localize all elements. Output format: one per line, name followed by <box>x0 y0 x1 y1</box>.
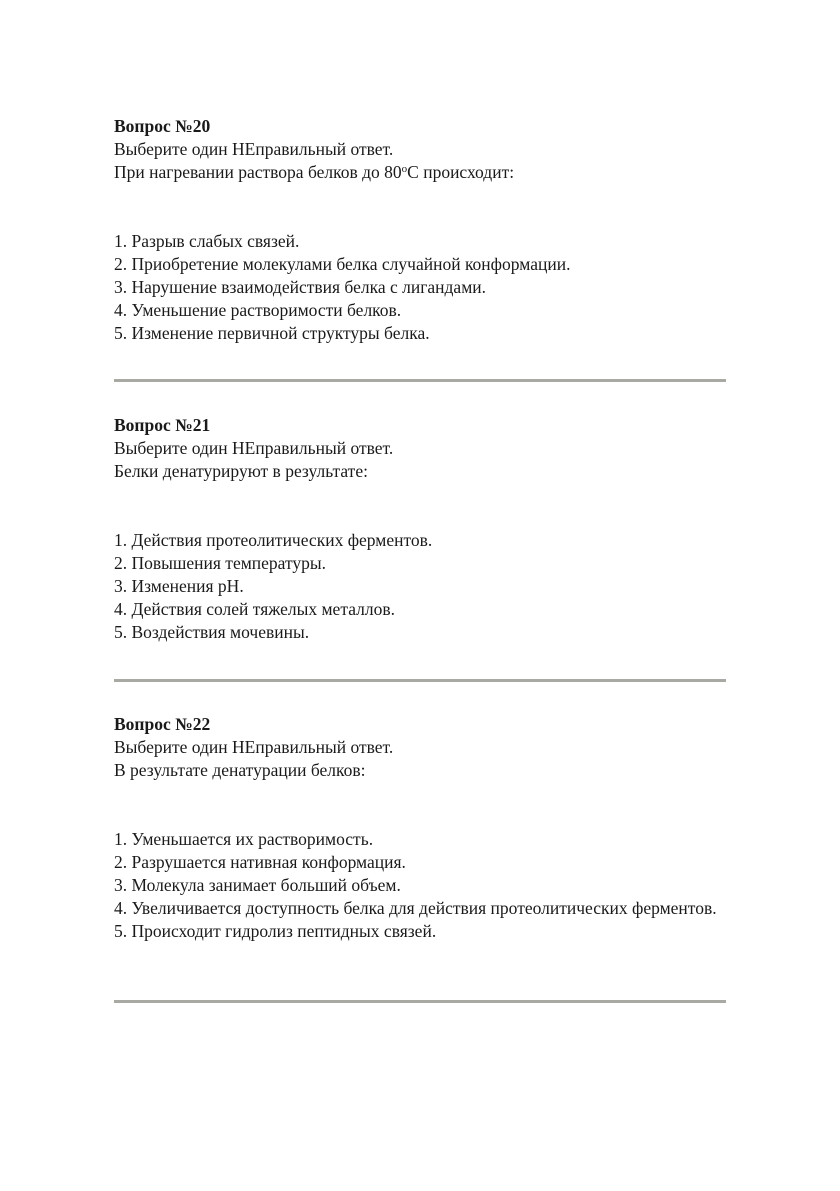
answer-option: 2. Приобретение молекулами белка случайной конформации. <box>114 254 571 274</box>
answer-option: 4. Увеличивается доступность белка для действия протеолитических ферментов. <box>114 898 717 918</box>
answer-option: 4. Уменьшение растворимости белков. <box>114 300 402 320</box>
answer-options <box>114 529 726 644</box>
answer-option: 5. Воздействия мочевины. <box>114 622 310 642</box>
section-divider <box>114 379 726 382</box>
question-21 <box>114 414 726 644</box>
question-instruction: Выберите один НЕправильный ответ. <box>114 139 394 159</box>
answer-options <box>114 828 726 943</box>
answer-option: 2. Разрушается нативная конформация. <box>114 852 406 872</box>
answer-options <box>114 230 726 345</box>
answer-option: 5. Изменение первичной структуры белка. <box>114 323 430 343</box>
answer-option: 4. Действия солей тяжелых металлов. <box>114 599 395 619</box>
answer-option: 2. Повышения температуры. <box>114 553 327 573</box>
question-title: Вопрос №21 <box>114 415 211 435</box>
section-divider <box>114 1000 726 1003</box>
answer-option: 1. Разрыв слабых связей. <box>114 231 300 251</box>
question-instruction: Выберите один НЕправильный ответ. <box>114 438 394 458</box>
question-20 <box>114 115 726 345</box>
question-prompt <box>114 161 726 184</box>
prompt-text-after: С происходит: <box>407 162 515 182</box>
answer-option: 3. Молекула занимает больший объем. <box>114 875 401 895</box>
prompt-text-before: При нагревании раствора белков до 80 <box>114 162 402 182</box>
answer-option: 5. Происходит гидролиз пептидных связей. <box>114 921 437 941</box>
question-title: Вопрос №20 <box>114 116 211 136</box>
answer-option: 1. Уменьшается их растворимость. <box>114 829 374 849</box>
question-22 <box>114 713 726 943</box>
answer-option: 3. Изменения pH. <box>114 576 244 596</box>
question-instruction: Выберите один НЕправильный ответ. <box>114 737 394 757</box>
question-title: Вопрос №22 <box>114 714 211 734</box>
question-prompt: Белки денатурируют в результате: <box>114 461 368 481</box>
section-divider <box>114 679 726 682</box>
question-prompt: В результате денатурации белков: <box>114 760 366 780</box>
degree-superscript: о <box>401 163 408 175</box>
answer-option: 3. Нарушение взаимодействия белка с лигандами. <box>114 277 487 297</box>
answer-option: 1. Действия протеолитических ферментов. <box>114 530 433 550</box>
